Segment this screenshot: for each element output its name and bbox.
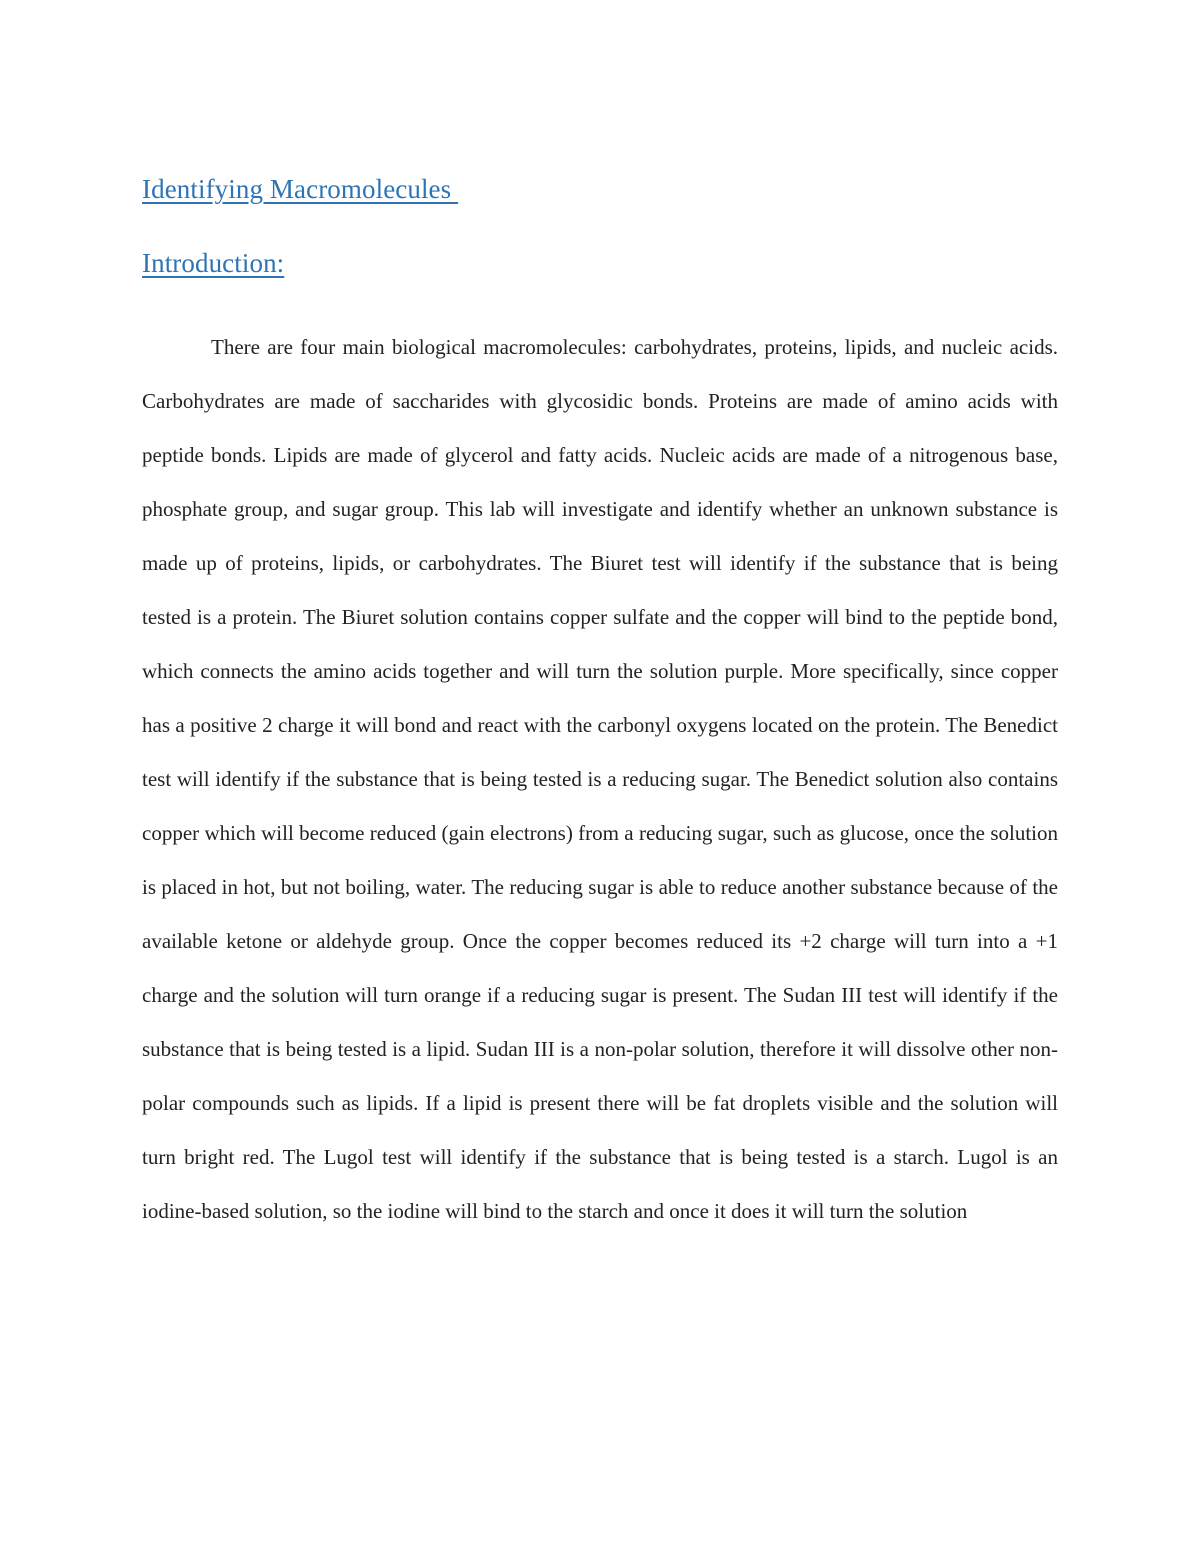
- document-title: Identifying Macromolecules: [142, 174, 459, 204]
- section-heading-introduction: Introduction:: [142, 248, 285, 278]
- introduction-paragraph: There are four main biological macromolecules: carbohydrates, proteins, lipids, and nucleic acids. Carbohydrates are made of saccharides with glycosidic bonds. Proteins are made of amino acids with peptide bonds. Lipids are made of glycerol and fatty acids. Nucleic acids are made of a nitrogenous base, phosphate group, and sugar group. This lab will investigate and identify whether an unknown substance is made up of proteins, lipids, or carbohydrates. The Biuret test will identify if the substance that is being tested is a protein. The Biuret solution contains copper sulfate and the copper will bind to the peptide bond, which connects the amino acids together and will turn the solution purple. More specifically, since copper has a positive 2 charge it will bond and react with the carbonyl oxygens located on the protein. The Benedict test will identify if the substance that is being tested is a reducing sugar. The Benedict solution also contains copper which will become reduced (gain electrons) from a reducing sugar, such as glucose, once the solution is placed in hot, but not boiling, water. The reducing sugar is able to reduce another substance because of the available ketone or aldehyde group. Once the copper becomes reduced its +2 charge will turn into a +1 charge and the solution will turn orange if a reducing sugar is present. The Sudan III test will identify if the substance that is being tested is a lipid. Sudan III is a non-polar solution, therefore it will dissolve other non-polar compounds such as lipids. If a lipid is present there will be fat droplets visible and the solution will turn bright red. The Lugol test will identify if the substance that is being tested is a starch. Lugol is an iodine-based solution, so the iodine will bind to the starch and once it does it will turn the solution: [142, 335, 1058, 1223]
